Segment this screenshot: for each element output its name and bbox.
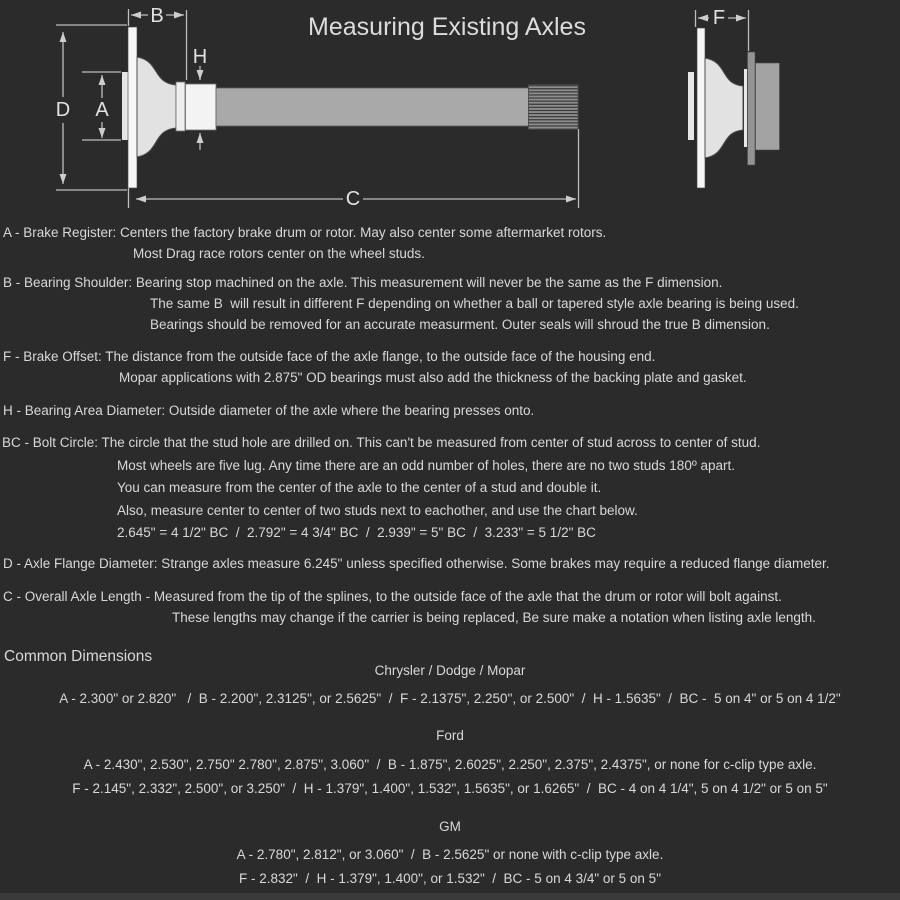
def-b-line1: B - Bearing Shoulder: Bearing stop machined on the axle. This measurement will never be the same as the F dimension. (3, 275, 723, 290)
bottom-edge-strip (0, 893, 900, 900)
def-b-line2: The same B will result in different F depending on whether a ball or tapered style axle bearing is being used. (150, 296, 799, 311)
axle-end-view (688, 28, 780, 188)
bearing-area (186, 84, 217, 130)
def-d-line1: D - Axle Flange Diameter: Strange axles measure 6.245" unless specified otherwise. Some brakes may require a reduced flange diameter. (3, 556, 830, 571)
page-title: Measuring Existing Axles (308, 13, 586, 41)
def-bc-line2: Most wheels are five lug. Any time there are an odd number of holes, there are no two studs 180º apart. (117, 458, 736, 473)
group-ford-line2: F - 2.145", 2.332", 2.500", or 3.250" / H - 1.379", 1.400", 1.532", 1.5635", or 1.6265" / BC - 4 on 4 1/4", 5 on 4 1/2" or 5 on 5" (72, 781, 828, 796)
bearing-shoulder-ring (176, 82, 185, 131)
def-b-line3: Bearings should be removed for an accurate measurment. Outer seals will shroud the true B dimension. (150, 317, 770, 332)
dim-label-h: H (192, 46, 208, 68)
def-bc-line1: BC - Bolt Circle: The circle that the stud hole are drilled on. This can't be measured from center of stud across to center of stud. (2, 435, 761, 450)
brake-register-bar (122, 72, 128, 140)
def-f-line1: F - Brake Offset: The distance from the outside face of the axle flange, to the outside face of the housing end. (3, 349, 656, 364)
def-c-line2: These lengths may change if the carrier is being replaced, Be sure make a notation when listing axle length. (172, 610, 816, 625)
group-chrysler-line1: A - 2.300" or 2.820" / B - 2.200", 2.3125", or 2.5625" / F - 2.1375", 2.250", or 2.500" / H - 1.5635" / BC - 5 on 4" or 5 on 4 1/2" (59, 691, 841, 706)
axle-flange (128, 27, 137, 188)
axle-bell-2 (705, 58, 743, 158)
def-c-line1: C - Overall Axle Length - Measured from the tip of the splines, to the outside face of the axle that the drum or rotor will bolt against. (3, 589, 782, 604)
dim-label-b: B (150, 5, 164, 27)
group-gm-line1: A - 2.780", 2.812", or 3.060" / B - 2.5625" or none with c-clip type axle. (236, 847, 664, 862)
def-f-line2: Mopar applications with 2.875" OD bearings must also add the thickness of the backing plate and gasket. (119, 370, 747, 385)
def-a-line2: Most Drag race rotors center on the wheel studs. (133, 246, 425, 261)
seal-sliver (744, 69, 747, 147)
group-name-ford: Ford (436, 728, 464, 743)
def-a-line1: A - Brake Register: Centers the factory brake drum or rotor. May also center some aftermarket rotors. (3, 225, 607, 240)
spline-end (529, 85, 579, 129)
housing-end-block (756, 63, 780, 150)
brake-register-bar-2 (688, 72, 694, 140)
axle-flange-2 (697, 28, 705, 188)
axle-bell (137, 57, 176, 157)
dim-label-d: D (55, 99, 71, 121)
dim-label-f: F (712, 7, 726, 29)
axle-shaft (216, 88, 529, 126)
common-dimensions-heading: Common Dimensions (4, 648, 153, 665)
def-bc-line5: 2.645" = 4 1/2" BC / 2.792" = 4 3/4" BC / 2.939" = 5" BC / 3.233" = 5 1/2" BC (117, 525, 596, 540)
housing-end-face (748, 52, 756, 165)
dim-label-a: A (95, 99, 109, 121)
group-name-chrysler: Chrysler / Dodge / Mopar (374, 663, 526, 678)
dim-label-c: C (345, 188, 361, 210)
def-bc-line3: You can measure from the center of the axle to the center of a stud and double it. (117, 480, 602, 495)
group-gm-line2: F - 2.832" / H - 1.379", 1.400", or 1.532" / BC - 5 on 4 3/4" or 5 on 5" (239, 871, 661, 886)
axle-side-view (122, 27, 578, 188)
group-ford-line1: A - 2.430", 2.530", 2.750" 2.780", 2.875", 3.060" / B - 1.875", 2.6025", 2.250", 2.375", 2.4375", or none for c-clip type axle. (83, 757, 817, 772)
group-name-gm: GM (439, 819, 461, 834)
def-bc-line4: Also, measure center to center of two studs next to eachother, and use the chart below. (117, 503, 638, 518)
def-h-line1: H - Bearing Area Diameter: Outside diameter of the axle where the bearing presses onto. (3, 403, 535, 418)
